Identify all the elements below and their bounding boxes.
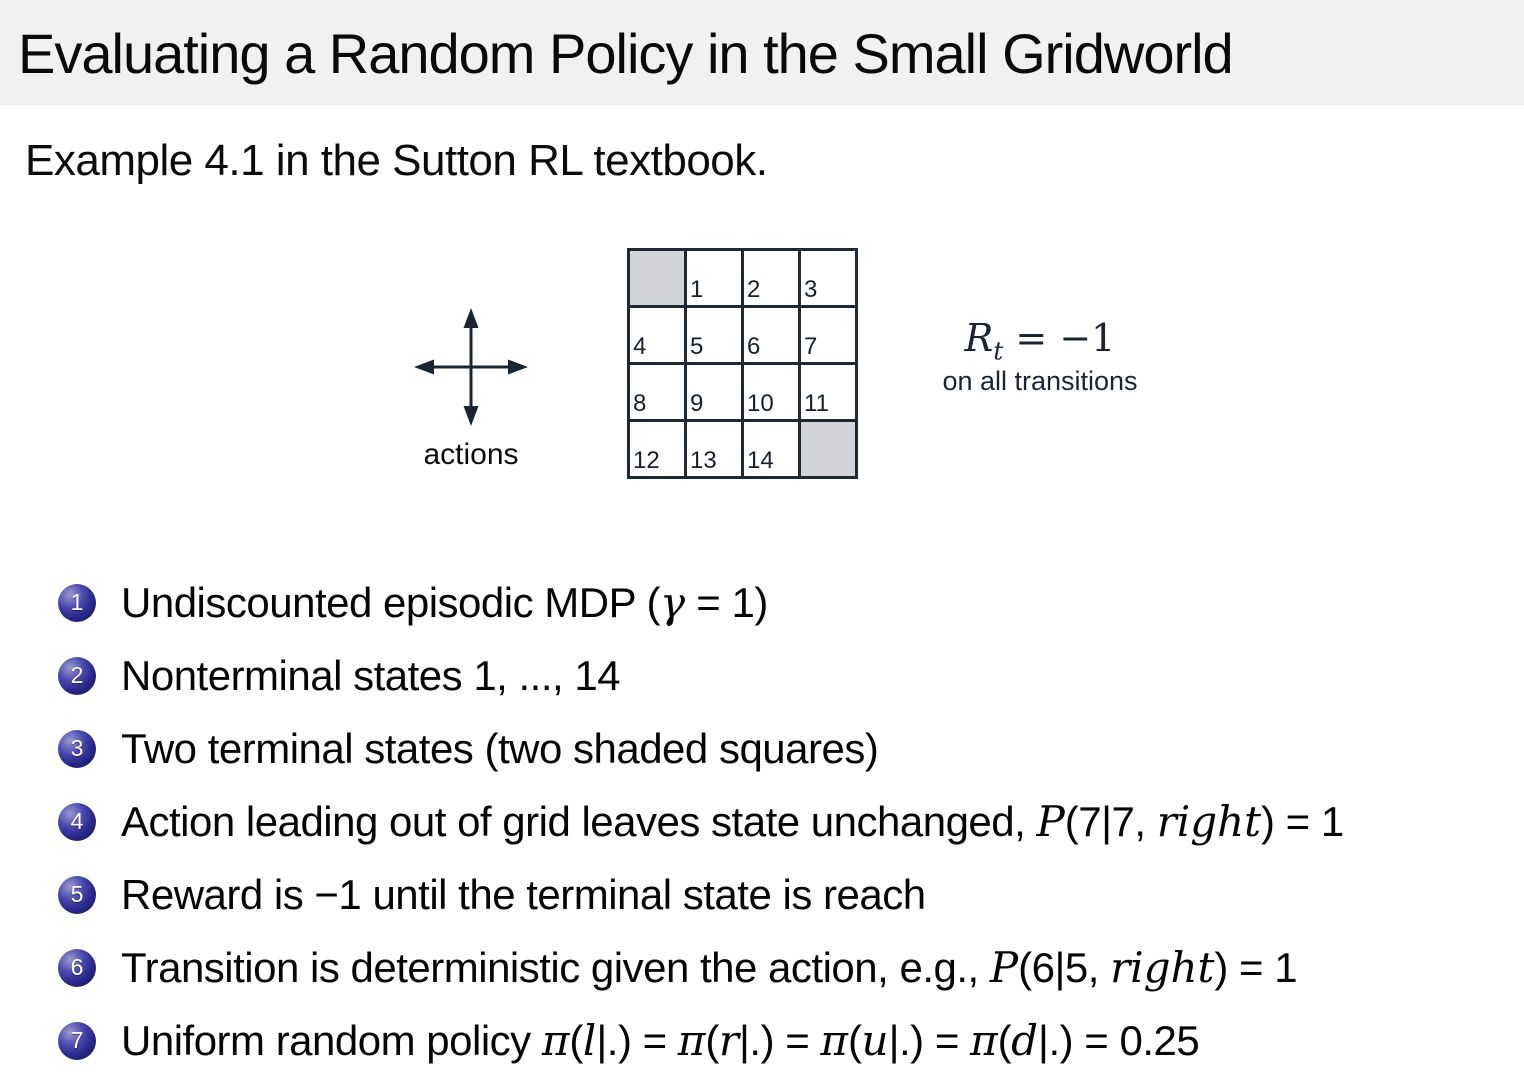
grid-cell-1: 1 — [686, 250, 743, 307]
grid-cell-4: 4 — [629, 307, 686, 364]
grid-row — [629, 250, 857, 307]
bullet-list — [58, 566, 1344, 1077]
list-item — [58, 639, 1344, 712]
grid-cell-10: 10 — [743, 364, 800, 421]
grid-cell-5: 5 — [686, 307, 743, 364]
reward-note: on all transitions — [942, 366, 1138, 397]
grid-row — [629, 307, 857, 364]
item-text: Action leading out of grid leaves state unchanged, P(7|7, right) = 1 — [121, 797, 1344, 846]
grid-cell-terminal — [800, 421, 857, 478]
slide-title-bar — [0, 0, 1524, 105]
item-number-badge: 6 — [58, 949, 96, 987]
item-number-badge: 2 — [58, 657, 96, 695]
grid-row — [629, 421, 857, 478]
grid-cell-9: 9 — [686, 364, 743, 421]
item-text: Two terminal states (two shaded squares) — [121, 724, 879, 772]
item-number-badge: 4 — [58, 803, 96, 841]
item-text: Uniform random policy π(l|.) = π(r|.) = π(u|.) = π(d|.) = 0.25 — [121, 1016, 1200, 1065]
reward-var: R — [964, 316, 994, 360]
list-item — [58, 712, 1344, 785]
item-text: Nonterminal states 1, ..., 14 — [121, 651, 621, 699]
actions-label: actions — [423, 438, 519, 471]
item-number-badge: 3 — [58, 730, 96, 768]
grid-cell-14: 14 — [743, 421, 800, 478]
grid-row — [629, 364, 857, 421]
grid-cell-12: 12 — [629, 421, 686, 478]
slide-title: Evaluating a Random Policy in the Small Gridworld — [18, 22, 1233, 85]
reward-value: = −1 — [1003, 316, 1116, 360]
list-item — [58, 1004, 1344, 1077]
item-text: Undiscounted episodic MDP (γ = 1) — [121, 578, 768, 627]
list-item — [58, 566, 1344, 639]
list-item — [58, 931, 1344, 1004]
grid-cell-6: 6 — [743, 307, 800, 364]
actions-arrows-icon — [412, 306, 530, 428]
grid-cell-11: 11 — [800, 364, 857, 421]
reward-subscript: t — [993, 336, 1004, 366]
grid-cell-13: 13 — [686, 421, 743, 478]
list-item — [58, 858, 1344, 931]
grid-cell-8: 8 — [629, 364, 686, 421]
item-number-badge: 5 — [58, 876, 96, 914]
grid-cell-terminal — [629, 250, 686, 307]
reward-formula — [915, 318, 1165, 365]
item-text: Transition is deterministic given the action, e.g., P(6|5, right) = 1 — [121, 943, 1298, 992]
item-number-badge: 7 — [58, 1022, 96, 1060]
item-text: Reward is −1 until the terminal state is reach — [121, 870, 926, 918]
grid-cell-2: 2 — [743, 250, 800, 307]
grid-cell-3: 3 — [800, 250, 857, 307]
list-item — [58, 785, 1344, 858]
reward-annotation — [915, 318, 1165, 397]
slide-subtitle: Example 4.1 in the Sutton RL textbook. — [25, 136, 768, 185]
grid-cell-7: 7 — [800, 307, 857, 364]
item-number-badge: 1 — [58, 584, 96, 622]
gridworld-grid — [627, 248, 858, 479]
